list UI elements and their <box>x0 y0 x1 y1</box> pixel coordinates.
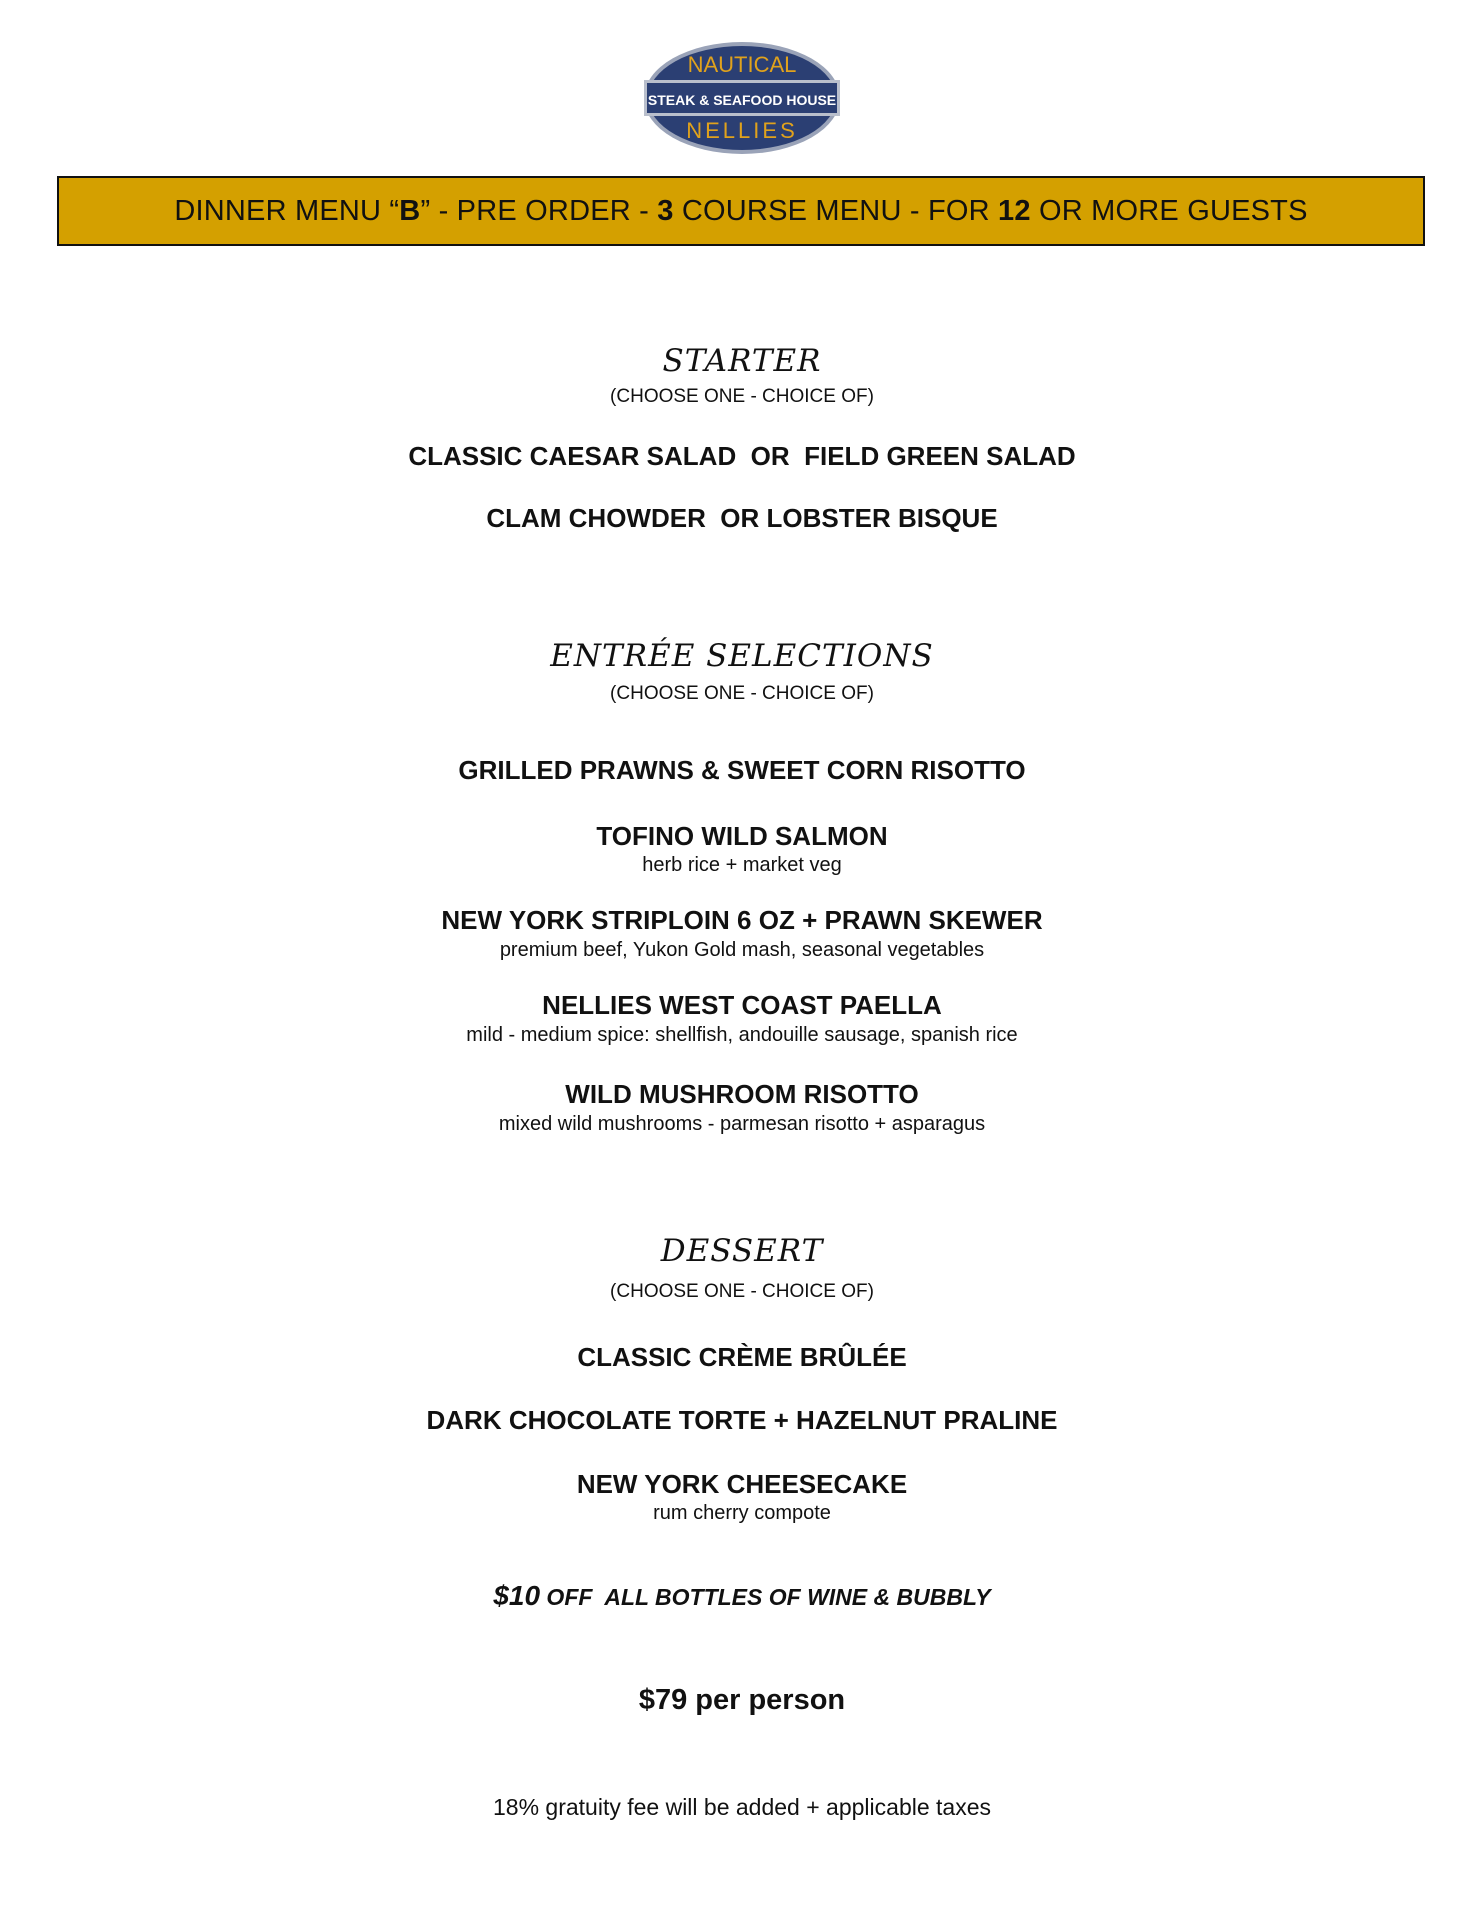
entree-item-4: NELLIES WEST COAST PAELLA <box>542 990 942 1020</box>
price-per-person: $79 per person <box>638 1684 846 1716</box>
starter-item-2: CLAM CHOWDER OR LOBSTER BISQUE <box>486 503 998 533</box>
entree-item-5: WILD MUSHROOM RISOTTO <box>565 1079 919 1109</box>
logo-line2: STEAK & SEAFOOD HOUSE <box>647 92 837 108</box>
entree-title: ENTRÉE SELECTIONS <box>550 638 934 674</box>
dessert-item-1: CLASSIC CRÈME BRÛLÉE <box>577 1342 907 1372</box>
banner-part1: DINNER MENU “ <box>174 194 400 227</box>
logo-line3: NELLIES <box>686 118 798 143</box>
entree-item-3-desc: premium beef, Yukon Gold mash, seasonal vegetables <box>499 939 985 961</box>
entree-item-1: GRILLED PRAWNS & SWEET CORN RISOTTO <box>458 755 1026 785</box>
restaurant-logo <box>642 40 842 156</box>
entree-item-4-desc: mild - medium spice: shellfish, andouille sausage, spanish rice <box>466 1024 1018 1046</box>
banner-menu-letter: B <box>399 194 421 227</box>
entree-item-3: NEW YORK STRIPLOIN 6 OZ + PRAWN SKEWER <box>441 905 1043 935</box>
entree-item-2-desc: herb rice + market veg <box>642 854 842 876</box>
entree-choose: (CHOOSE ONE - CHOICE OF) <box>610 683 874 704</box>
banner-part3: COURSE MENU - FOR <box>673 194 999 227</box>
menu-banner <box>57 176 1425 246</box>
wine-offer-amount: $10 <box>493 1580 541 1611</box>
dessert-item-3: NEW YORK CHEESECAKE <box>576 1469 908 1499</box>
entree-item-2: TOFINO WILD SALMON <box>596 821 888 851</box>
dessert-title: DESSERT <box>660 1233 824 1269</box>
starter-title: STARTER <box>662 343 822 379</box>
entree-item-5-desc: mixed wild mushrooms - parmesan risotto + asparagus <box>498 1113 986 1135</box>
starter-item-1: CLASSIC CAESAR SALAD OR FIELD GREEN SALAD <box>408 441 1076 471</box>
dessert-item-2: DARK CHOCOLATE TORTE + HAZELNUT PRALINE <box>426 1405 1058 1435</box>
dessert-item-3-desc: rum cherry compote <box>653 1502 831 1524</box>
banner-part4: OR MORE GUESTS <box>1030 194 1308 227</box>
wine-offer <box>0 1580 1484 1612</box>
banner-guests: 12 <box>998 194 1031 227</box>
banner-courses: 3 <box>657 194 674 227</box>
wine-offer-text: OFF ALL BOTTLES OF WINE & BUBBLY <box>540 1584 991 1610</box>
logo-line1: NAUTICAL <box>687 52 797 77</box>
starter-choose: (CHOOSE ONE - CHOICE OF) <box>610 386 874 407</box>
dessert-choose: (CHOOSE ONE - CHOICE OF) <box>610 1281 874 1302</box>
banner-part2: ” - PRE ORDER - <box>420 194 658 227</box>
gratuity-note: 18% gratuity fee will be added + applicable taxes <box>492 1794 991 1820</box>
